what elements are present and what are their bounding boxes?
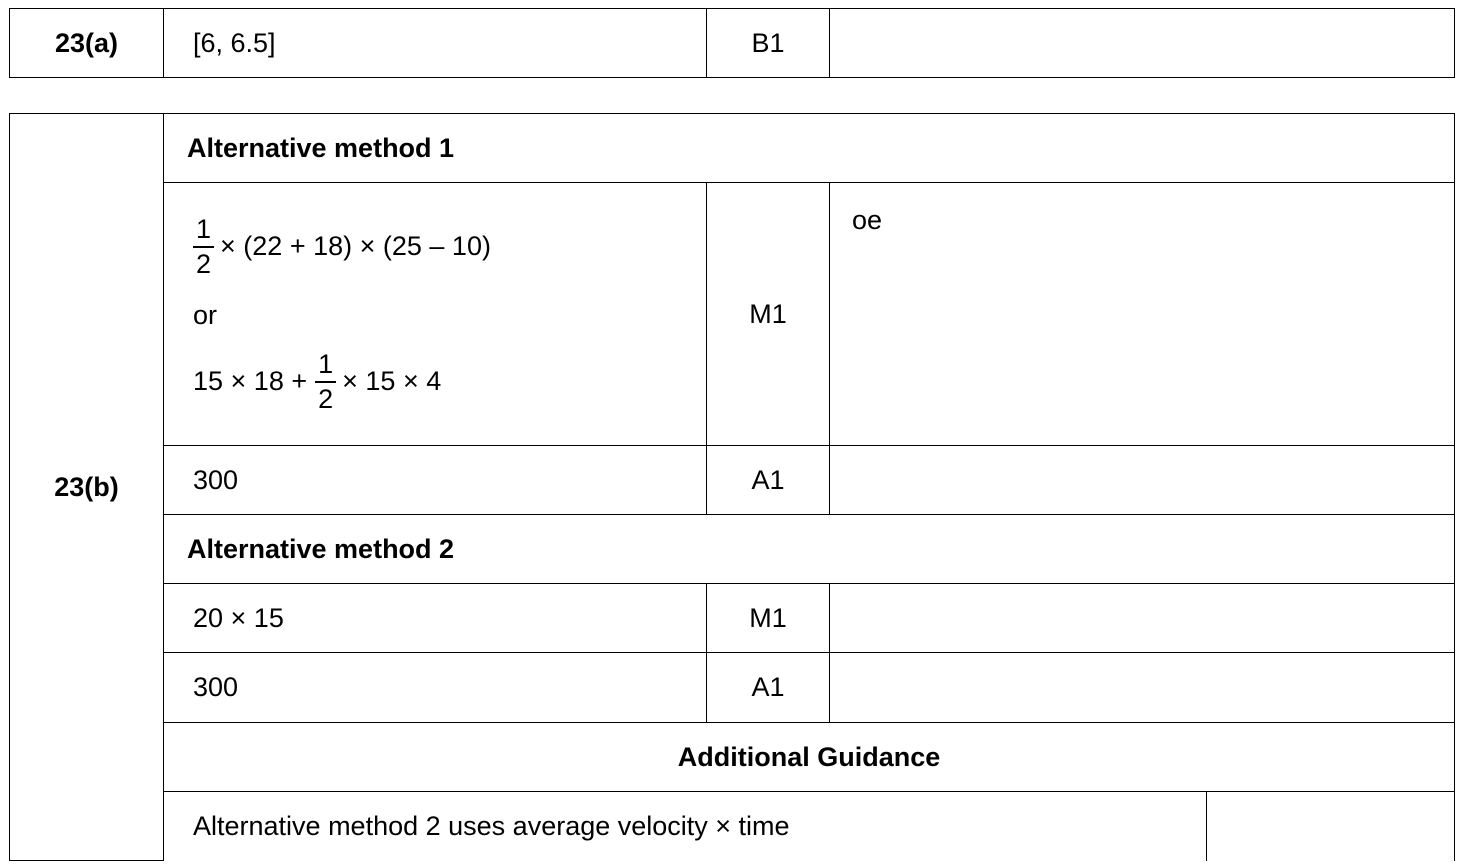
mark-cell: A1 — [707, 446, 830, 515]
question-number: 23(b) — [10, 114, 164, 861]
mark-cell: B1 — [707, 9, 830, 78]
method1-working — [164, 183, 707, 446]
fraction-denominator: 2 — [196, 248, 212, 279]
comment-cell — [830, 653, 1455, 723]
method1-working-row — [10, 183, 1455, 446]
mark-cell: A1 — [707, 653, 830, 723]
method1-heading-row — [10, 114, 1455, 183]
guidance-heading-row — [10, 723, 1455, 792]
guidance-text: Alternative method 2 uses average velocity × time — [164, 792, 1207, 861]
method2-heading: Alternative method 2 — [164, 515, 1455, 584]
working-expression: × (22 + 18) × (25 – 10) — [220, 231, 491, 261]
working-line-2 — [193, 348, 706, 414]
answer-cell: 300 — [164, 653, 707, 723]
method1-heading: Alternative method 1 — [164, 114, 1455, 183]
mark-scheme-table-23a — [9, 8, 1455, 78]
comment-cell — [830, 446, 1455, 515]
comment-cell: oe — [830, 183, 1455, 446]
method2-answer-row — [10, 653, 1455, 723]
fraction — [193, 213, 214, 279]
guidance-row — [10, 792, 1455, 861]
method1-answer-row — [10, 446, 1455, 515]
fraction-denominator: 2 — [318, 383, 334, 414]
fraction — [315, 348, 336, 414]
working-prefix: 15 × 18 + — [193, 366, 308, 396]
fraction-numerator: 1 — [193, 216, 214, 248]
working-line-1 — [193, 213, 706, 279]
method2-heading-row — [10, 515, 1455, 584]
row-23a — [10, 9, 1455, 78]
method2-working-row — [10, 584, 1455, 653]
guidance-heading: Additional Guidance — [164, 723, 1455, 792]
working-expression: × 15 × 4 — [342, 366, 442, 396]
comment-cell — [830, 584, 1455, 653]
fraction-numerator: 1 — [315, 351, 336, 383]
mark-scheme-table-23b — [9, 113, 1455, 861]
question-number: 23(a) — [10, 9, 164, 78]
method2-working: 20 × 15 — [164, 584, 707, 653]
answer-cell: [6, 6.5] — [164, 9, 707, 78]
or-text: or — [193, 299, 218, 330]
mark-cell: M1 — [707, 183, 830, 446]
comment-cell — [830, 9, 1455, 78]
answer-cell: 300 — [164, 446, 707, 515]
guidance-side-cell — [1207, 792, 1455, 861]
mark-cell: M1 — [707, 584, 830, 653]
